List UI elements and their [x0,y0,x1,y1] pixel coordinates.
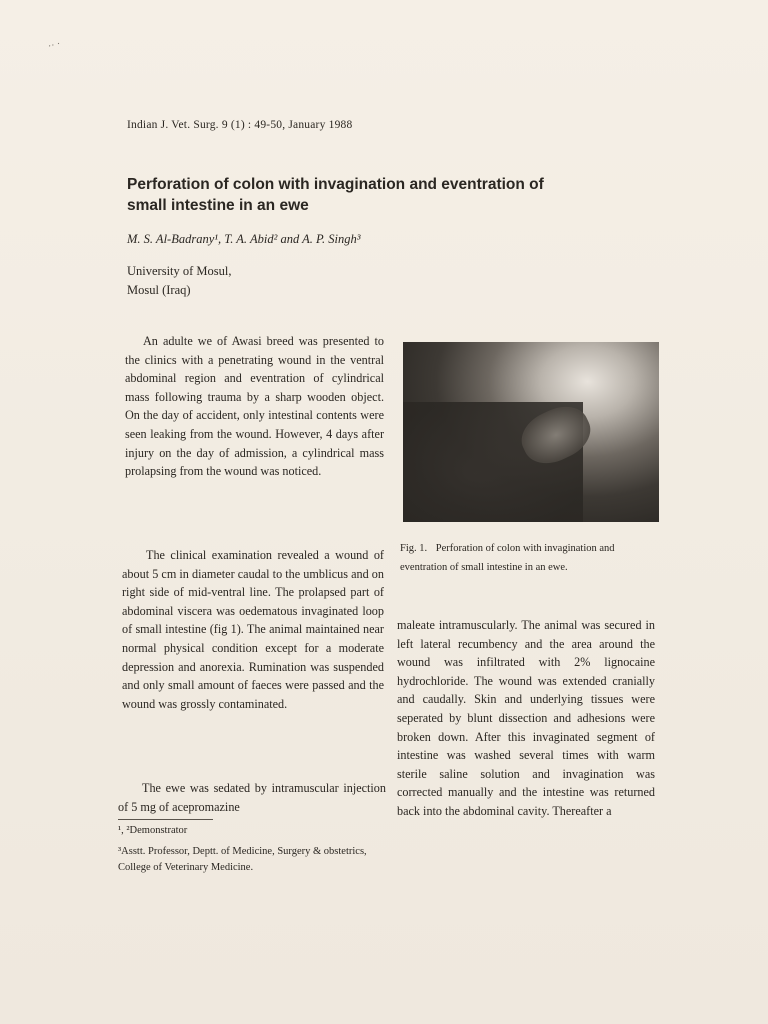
affiliation-line-2: Mosul (Iraq) [127,283,191,297]
body-right-column [397,616,655,821]
journal-citation: Indian J. Vet. Surg. 9 (1) : 49-50, January 1988 [127,119,353,131]
paragraph-text: An adulte we of Awasi breed was presented to the clinics with a penetrating wound in the ventral abdominal region and eventration of cylindrical mass following trauma by a sharp wooden object. On the day of accident, only intestinal contents were seen leaking from the wound. However, 4 days after injury on the day of admission, a cylindrical mass prolapsing from the wound was noticed. [125,334,384,479]
figure-caption-text: Perforation of colon with invagination and eventration of small intestine in an ewe. [400,543,615,573]
article-authors: M. S. Al-Badrany¹, T. A. Abid² and A. P. Singh³ [127,232,361,246]
figure-label: Fig. 1. [400,543,428,554]
body-paragraph-2 [122,546,384,713]
footnote-divider [118,819,213,820]
paragraph-text: maleate intramuscularly. The animal was secured in left lateral recumbency and the area around the wound was infiltrated with 2% lignocaine hydrochloride. The wound was extended cranially and caudally. Skin and underlying tissues were seperated by blunt dissection and adhesions were broken down. After this invaginated segment of intestine was washed several times with warm sterile saline solution and invagination was corrected manually and the intestine was returned back into the abdominal cavity. Thereafter a [397,618,655,818]
paragraph-text: The clinical examination revealed a wound of about 5 cm in diameter caudal to the umblicus and on right side of mid-ventral line. The prolapsed part of abdominal viscera was oedematous invaginated loop of small intestine (fig 1). The animal maintained near normal physical condition except for a moderate depression and anorexia. Rumination was suspended and only small amount of faeces were passed and the wound was grossly contaminated. [122,548,384,711]
article-title: Perforation of colon with invagination and eventration of small intestine in an ewe [127,176,544,214]
footnote-2: ³Asstt. Professor, Deptt. of Medicine, Surgery & obstetrics, College of Veterinary Medicine. [118,846,367,873]
figure-caption [400,540,658,577]
affiliation-line-1: University of Mosul, [127,264,232,278]
footnote-1: ¹, ²Demonstrator [118,825,188,836]
body-paragraph-3 [118,779,386,816]
figure-photo [403,342,659,522]
affiliation [127,262,232,300]
body-paragraph-1 [125,332,384,481]
paper-mark-icon: ·· · [46,38,62,53]
paragraph-text: The ewe was sedated by intramuscular injection of 5 mg of acepromazine [118,781,386,814]
